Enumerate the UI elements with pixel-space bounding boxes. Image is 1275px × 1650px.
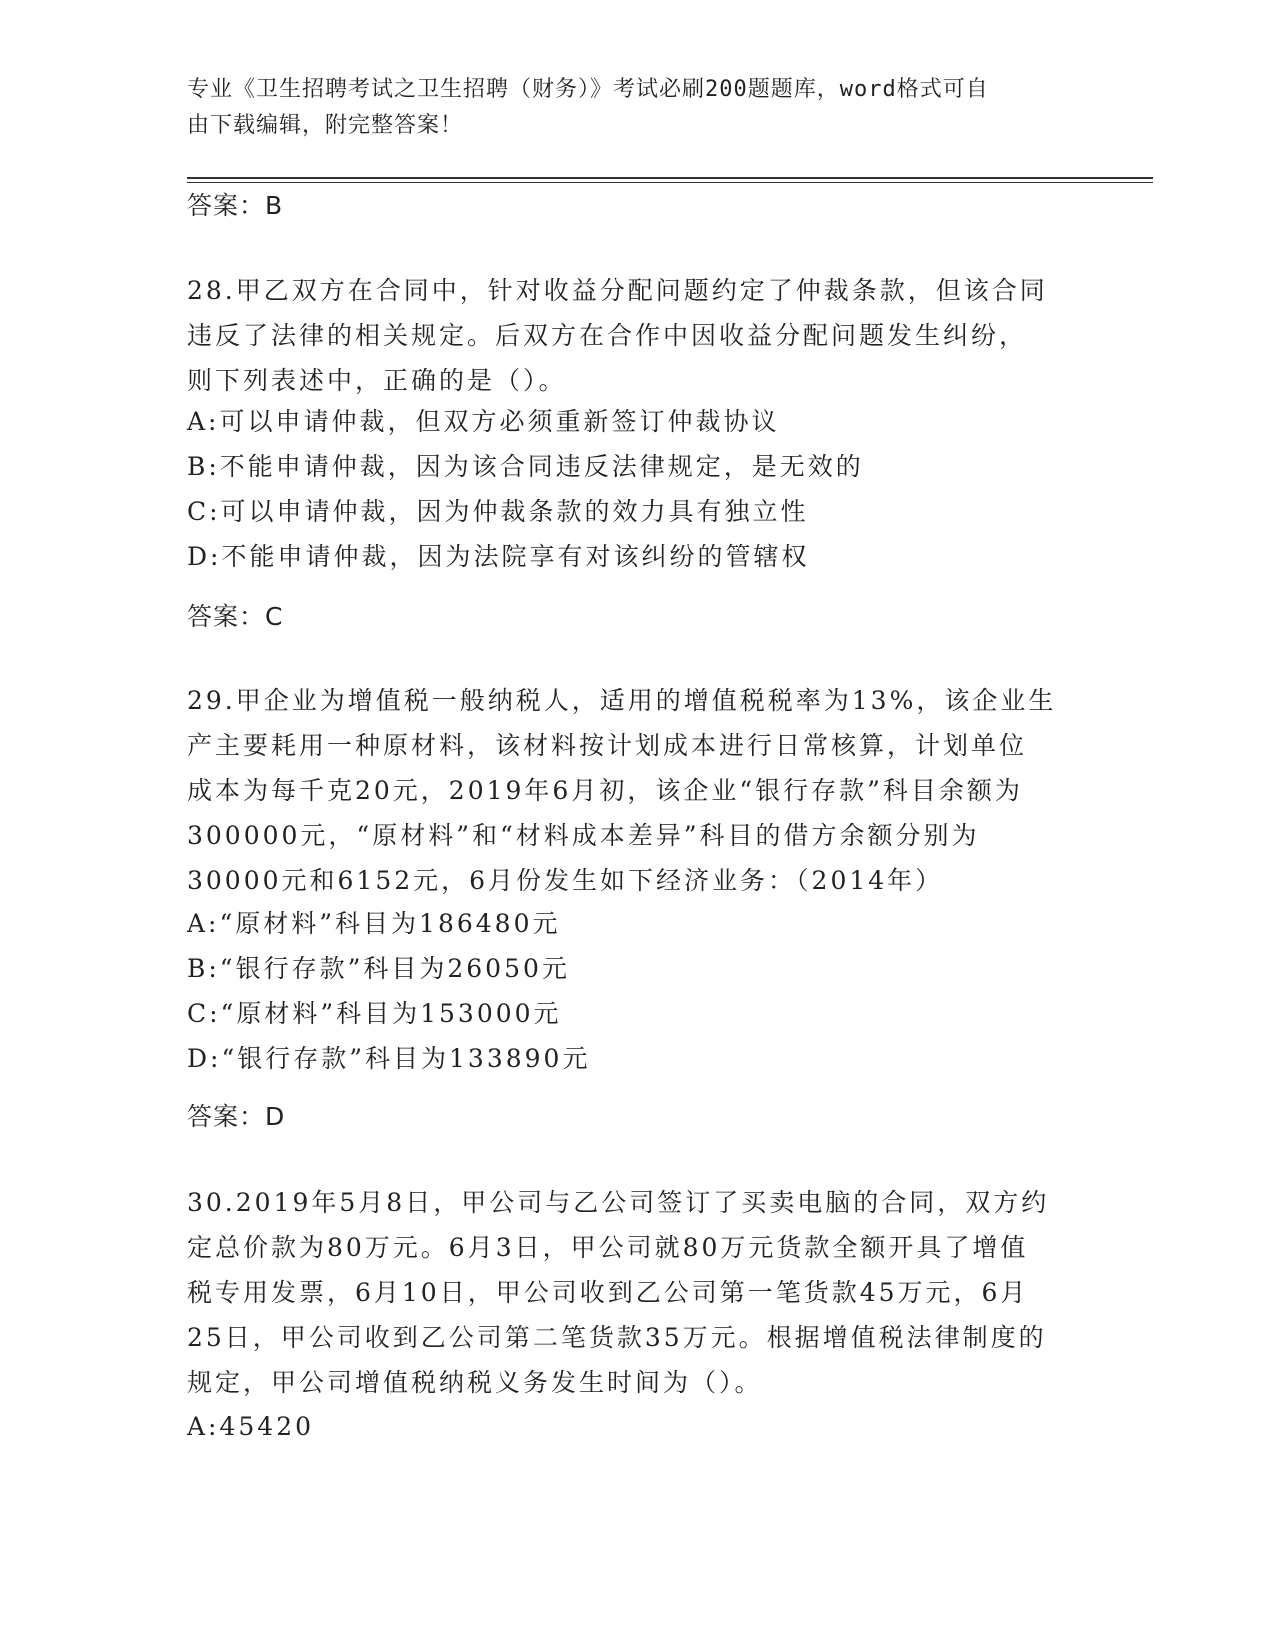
- question-29-line-4: 300000元，“原材料”和“材料成本差异”科目的借方余额分别为: [187, 821, 980, 850]
- header-line-2: 由下载编辑，附完整答案！: [187, 113, 464, 138]
- question-29-line-2: 产主要耗用一种原材料，该材料按计划成本进行日常核算，计划单位: [187, 731, 1028, 760]
- question-30-line-5: 规定，甲公司增值税纳税义务发生时间为（）。: [187, 1368, 763, 1397]
- question-29-option-b: B:“银行存款”科目为26050元: [187, 954, 570, 983]
- question-28-option-b: B:不能申请仲裁，因为该合同违反法律规定，是无效的: [187, 452, 864, 481]
- question-29-answer: 答案：D: [187, 1102, 286, 1131]
- question-28-option-c: C:可以申请仲裁，因为仲裁条款的效力具有独立性: [187, 497, 809, 526]
- question-30: [187, 1180, 1087, 1405]
- question-29-option-d: D:“银行存款”科目为133890元: [187, 1044, 591, 1073]
- question-28-line-2: 违反了法律的相关规定。后双方在合作中因收益分配问题发生纠纷，: [187, 321, 1028, 350]
- question-30-option-a: A:45420: [187, 1412, 315, 1441]
- question-30-line-4: 25日，甲公司收到乙公司第二笔货款35万元。根据增值税法律制度的: [187, 1323, 1047, 1352]
- question-28-answer: 答案：C: [187, 602, 284, 631]
- header-divider-thin: [187, 182, 1153, 183]
- question-30-line-3: 税专用发票，6月10日，甲公司收到乙公司第一笔货款45万元，6月: [187, 1278, 1029, 1307]
- question-29-line-5: 30000元和6152元，6月份发生如下经济业务：（2014年）: [187, 866, 944, 895]
- question-28: [187, 268, 1087, 403]
- question-30-line-2: 定总价款为80万元。6月3日，甲公司就80万元货款全额开具了增值: [187, 1233, 1029, 1262]
- question-28-line-1: 28.甲乙双方在合同中，针对收益分配问题约定了仲裁条款，但该合同: [187, 276, 1048, 305]
- question-29-options: [187, 901, 1087, 1081]
- question-29: [187, 678, 1087, 903]
- answer-prev: 答案：B: [187, 191, 284, 220]
- question-28-option-d: D:不能申请仲裁，因为法院享有对该纠纷的管辖权: [187, 542, 810, 571]
- question-29-line-3: 成本为每千克20元，2019年6月初，该企业“银行存款”科目余额为: [187, 776, 1023, 805]
- question-29-option-c: C:“原材料”科目为153000元: [187, 999, 562, 1028]
- question-28-line-3: 则下列表述中，正确的是（）。: [187, 366, 567, 395]
- question-29-line-1: 29.甲企业为增值税一般纳税人，适用的增值税税率为13%，该企业生: [187, 686, 1057, 715]
- question-29-option-a: A:“原材料”科目为186480元: [187, 909, 561, 938]
- question-28-options: [187, 399, 1087, 579]
- header-divider-thick: [187, 177, 1153, 179]
- header-line-1: 专业《卫生招聘考试之卫生招聘（财务）》考试必刷200题题库，word格式可自: [187, 77, 989, 102]
- question-30-options: [187, 1404, 1087, 1449]
- question-30-line-1: 30.2019年5月8日，甲公司与乙公司签订了买卖电脑的合同，双方约: [187, 1188, 1050, 1217]
- page-header: [187, 72, 1067, 144]
- question-28-option-a: A:可以申请仲裁，但双方必须重新签订仲裁协议: [187, 407, 780, 436]
